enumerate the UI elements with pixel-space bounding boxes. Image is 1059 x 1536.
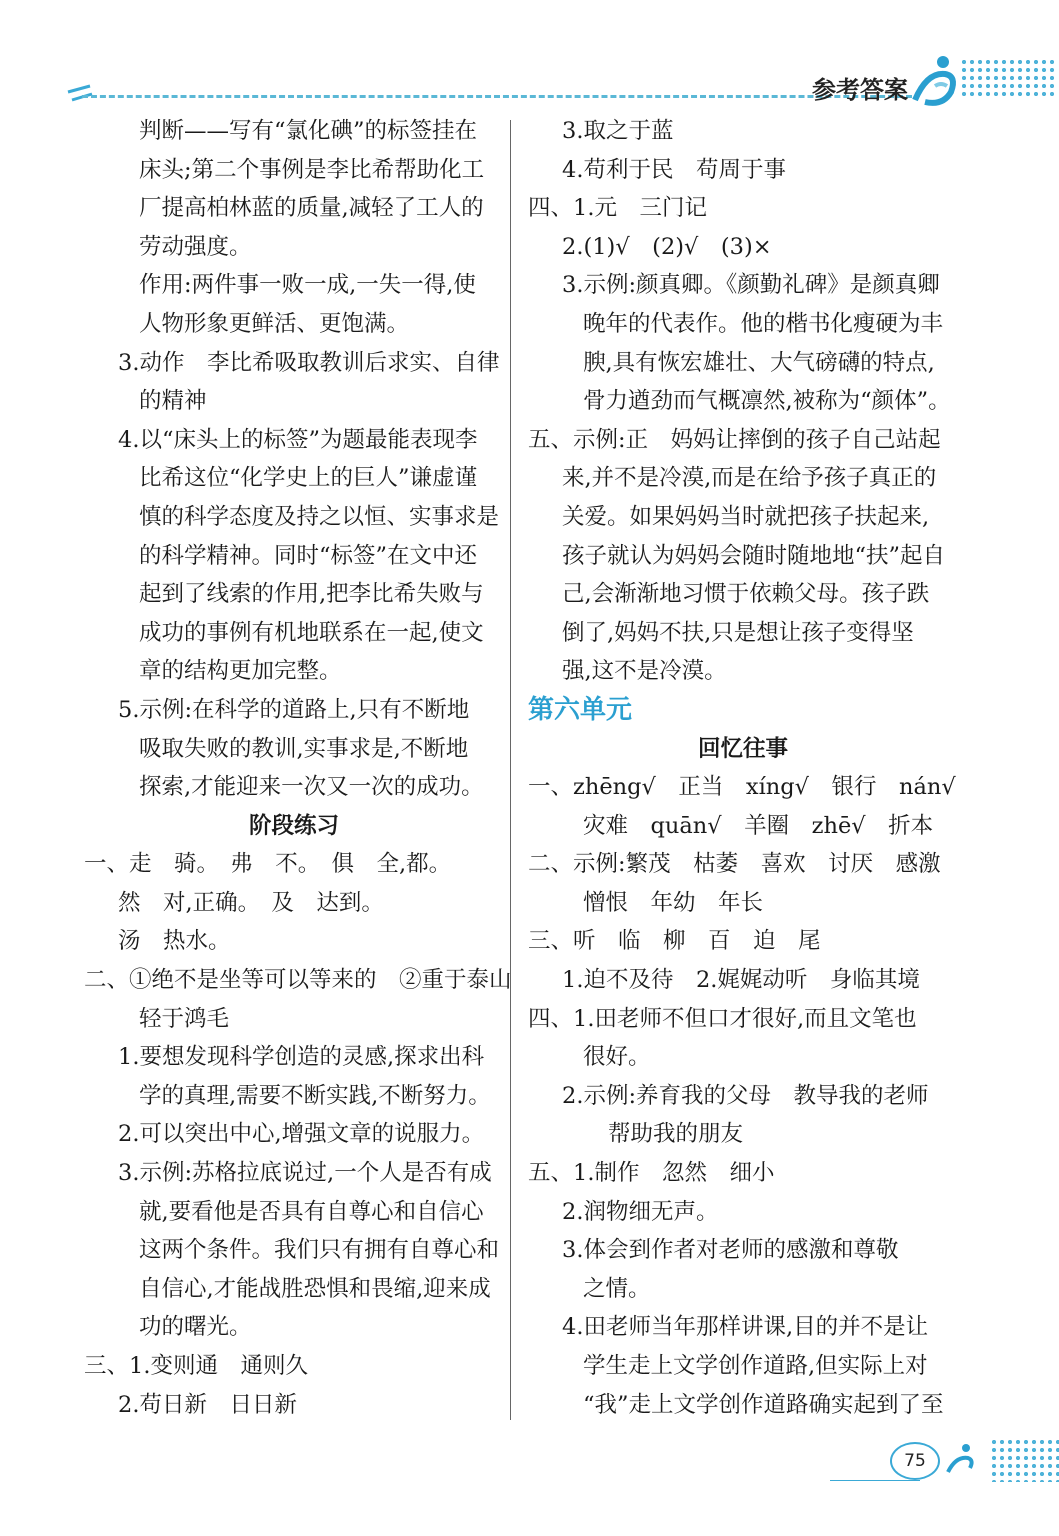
answer-line: 厂提高柏林蓝的质量,减轻了工人的 — [139, 195, 484, 222]
answer-line: 很好。 — [583, 1044, 651, 1071]
answer-line: 3.体会到作者对老师的感激和尊敬 — [562, 1237, 899, 1264]
answer-line: 关爱。如果妈妈当时就把孩子扶起来, — [562, 503, 930, 530]
unit-heading: 第六单元 — [528, 694, 633, 725]
answer-line: 吸取失败的教训,实事求是,不断地 — [139, 735, 469, 762]
answer-line: 成功的事例有机地联系在一起,使文 — [139, 619, 484, 646]
answer-line: 二、①绝不是坐等可以等来的 ②重于泰山 — [84, 967, 512, 994]
answer-line: 3.示例:颜真卿。《颜勤礼碑》是颜真卿 — [562, 272, 940, 299]
answer-line: 起到了线索的作用,把李比希失败与 — [139, 581, 484, 608]
answer-line: 帮助我的朋友 — [608, 1121, 744, 1148]
answer-line: 腴,具有恢宏雄壮、大气磅礴的特点, — [583, 349, 935, 376]
answer-line: 骨力遒劲而气概凛然,被称为“颜体”。 — [583, 388, 951, 415]
answer-line: 3.取之于蓝 — [562, 118, 674, 144]
answer-line: 3.示例:苏格拉底说过,一个人是否有成 — [118, 1160, 492, 1187]
footer-rule — [830, 1480, 920, 1481]
answer-line: 己,会渐渐地习惯于依赖父母。孩子跌 — [562, 581, 930, 608]
answer-line: 学生走上文学创作道路,但实际上对 — [583, 1353, 928, 1379]
answer-line: 4.田老师当年那样讲课,目的并不是让 — [562, 1314, 929, 1341]
answer-line: 2.示例:养育我的父母 教导我的老师 — [562, 1082, 929, 1109]
answer-line: 五、示例:正 妈妈让摔倒的孩子自己站起 — [528, 426, 941, 453]
answer-line: 5.示例:在科学的道路上,只有不断地 — [118, 696, 470, 723]
answer-line: 3.动作 李比希吸取教训后求实、自律 — [118, 349, 500, 376]
answer-line: 章的结构更加完整。 — [139, 658, 342, 685]
answer-line: 慎的科学态度及持之以恒、实事求是 — [139, 503, 500, 530]
answer-line: 1.要想发现科学创造的灵感,探求出科 — [118, 1044, 485, 1071]
answer-line: 三、听 临 柳 百 迫 尾 — [528, 928, 821, 955]
answer-line: 这两个条件。我们只有拥有自尊心和 — [139, 1237, 500, 1264]
answer-line: 2.苟日新 日日新 — [118, 1391, 297, 1418]
answer-line: 4.苟利于民 苟周于事 — [562, 156, 786, 183]
answer-line: 晚年的代表作。他的楷书化瘦硬为丰 — [583, 310, 944, 337]
answer-line: 判断——写有“氯化碘”的标签挂在 — [139, 118, 478, 144]
answer-line: 就,要看他是否具有自尊心和自信心 — [139, 1198, 484, 1225]
answer-line: 2.可以突出中心,增强文章的说服力。 — [118, 1121, 485, 1148]
column-divider — [510, 120, 511, 1420]
answer-line: 探索,才能迎来一次又一次的成功。 — [139, 774, 484, 801]
decorative-dots — [960, 58, 1056, 100]
answer-line: 二、示例:繁茂 枯萎 喜欢 讨厌 感激 — [528, 851, 941, 878]
header-dashed-rule — [82, 95, 912, 98]
section-heading: 回忆往事 — [697, 735, 788, 762]
decorative-dots-bottom — [990, 1438, 1059, 1482]
answer-line: 强,这不是冷漠。 — [562, 658, 727, 685]
answer-line: 一、走 骑。 弗 不。 俱 全,都。 — [84, 851, 452, 878]
answer-line: 2.润物细无声。 — [562, 1198, 719, 1225]
page-number: 75 — [890, 1442, 940, 1480]
answer-line: 劳动强度。 — [139, 233, 252, 260]
answer-line: 三、1.变则通 通则久 — [84, 1353, 308, 1379]
answer-line: 自信心,才能战胜恐惧和畏缩,迎来成 — [139, 1275, 491, 1302]
answer-line: 倒了,妈妈不扶,只是想让孩子变得坚 — [562, 619, 914, 646]
answer-line: 人物形象更鲜活、更饱满。 — [139, 310, 410, 337]
answer-line: 孩子就认为妈妈会随时随地地“扶”起自 — [562, 542, 946, 569]
answer-line: 然 对,正确。 及 达到。 — [118, 889, 384, 916]
answer-line: 五、1.制作 忽然 细小 — [528, 1160, 775, 1187]
header-title: 参考答案 — [812, 76, 908, 104]
answer-line: 2.(1)√ (2)√ (3)× — [562, 233, 772, 260]
answer-line: 轻于鸿毛 — [139, 1005, 230, 1032]
answer-line: 一、zhēng√ 正当 xíng√ 银行 nán√ — [528, 774, 956, 801]
answer-line: 四、1.田老师不但口才很好,而且文笔也 — [528, 1005, 917, 1032]
runner-small-icon — [940, 1440, 980, 1480]
answer-line: 四、1.元 三门记 — [528, 195, 707, 222]
answer-line: 之情。 — [583, 1275, 651, 1302]
answer-line: 的精神 — [139, 388, 207, 415]
right-column — [528, 112, 958, 1424]
answer-line: 的科学精神。同时“标签”在文中还 — [139, 542, 478, 569]
answer-line: 学的真理,需要不断实践,不断努力。 — [139, 1082, 491, 1109]
answer-line: 憎恨 年幼 年长 — [583, 889, 764, 916]
runner-logo-icon — [905, 52, 965, 112]
section-heading: 阶段练习 — [248, 812, 339, 839]
answer-line: 灾难 quān√ 羊圈 zhē√ 折本 — [583, 812, 934, 839]
answer-line: 1.迫不及待 2.娓娓动听 身临其境 — [562, 967, 920, 994]
arrow-icon — [66, 80, 96, 104]
answer-line: 来,并不是冷漠,而是在给予孩子真正的 — [562, 465, 937, 492]
answer-line: 汤 热水。 — [118, 928, 231, 955]
answer-line: 4.以“床头上的标签”为题最能表现李 — [118, 426, 478, 453]
answer-line: 功的曙光。 — [139, 1314, 252, 1341]
answer-line: 比希这位“化学史上的巨人”谦虚谨 — [139, 465, 478, 492]
left-column — [84, 112, 512, 1424]
answer-line: “我”走上文学创作道路确实起到了至 — [583, 1391, 944, 1418]
answer-line: 床头;第二个事例是李比希帮助化工 — [139, 156, 485, 183]
answer-line: 作用:两件事一败一成,一失一得,使 — [139, 272, 476, 299]
